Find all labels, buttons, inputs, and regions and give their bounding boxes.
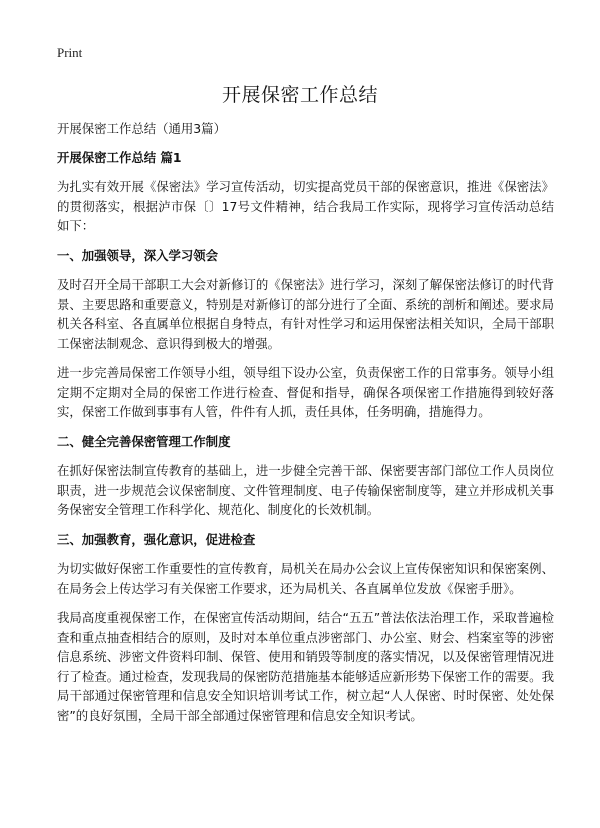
paragraph-inspection: 我局高度重视保密工作，在保密宣传活动期间，结合“五五”普法依法治理工作，采取普遍检查和重点抽查相结合的原则，及时对本单位重点涉密部门、办公室、财会、档案室等的涉密信息系统、涉密文件资料印制、保管、使用和销毁等制度的落实情况，以及保密管理情况进行了检查。通过检查，发现我局的保密防范措施基本能够适应新形势下保密工作的需要。我局干部通过保密管理和信息安全知识培训考试工作，树立起“人人保密、时时保密、处处保密”的良好氛围，全局干部全部通过保密管理和信息安全知识考试。	[57, 610, 554, 723]
paragraph-leadership: 进一步完善局保密工作领导小组，领导组下设办公室，负责保密工作的日常事务。领导小组定期不定期对全局的保密工作进行检查、督促和指导，确保各项保密工作措施得到较好落实，保密工作做到事事有人管，件件有人抓，责任具体，任务明确，措施得力。	[57, 365, 554, 419]
heading-2: 二、健全完善保密管理工作制度	[57, 433, 231, 449]
document-subtitle: 开展保密工作总结（通用3篇）	[57, 121, 226, 136]
paragraph-system: 在抓好保密法制宣传教育的基础上，进一步健全完善干部、保密要害部门部位工作人员岗位职责，进一步规范会议保密制度、文件管理制度、电子传输保密制度等，建立并形成机关事务保密安全管理工作科学化、规范化、制度化的长效机制。	[57, 463, 554, 517]
paragraph-education: 为切实做好保密工作重要性的宣传教育，局机关在局办公会议上宣传保密知识和保密案例、在局务会上传达学习有关保密工作要求，还为局机关、各直属单位发放《保密手册》。	[57, 561, 554, 596]
section-title: 开展保密工作总结 篇1	[57, 149, 182, 165]
document-title: 开展保密工作总结	[221, 84, 378, 106]
document-body	[57, 119, 554, 735]
heading-1: 一、加强领导，深入学习领会	[57, 247, 219, 263]
print-label[interactable]: Print	[57, 45, 83, 60]
paragraph-intro: 为扎实有效开展《保密法》学习宣传活动，切实提高党员干部的保密意识，推进《保密法》的贯彻落实，根据泸市保〔〕17号文件精神，结合我局工作实际，现将学习宣传活动总结如下：	[57, 179, 554, 233]
paragraph-study: 及时召开全局干部职工大会对新修订的《保密法》进行学习，深刻了解保密法修订的时代背景、主要思路和重要意义，特别是对新修订的部分进行了全面、系统的剖析和阐述。要求局机关各科室、各直属单位根据自身特点，有针对性学习和运用保密法相关知识，全局干部职工保密法制观念、意识得到极大的增强。	[57, 277, 554, 351]
heading-3: 三、加强教育，强化意识，促进检查	[57, 531, 256, 547]
